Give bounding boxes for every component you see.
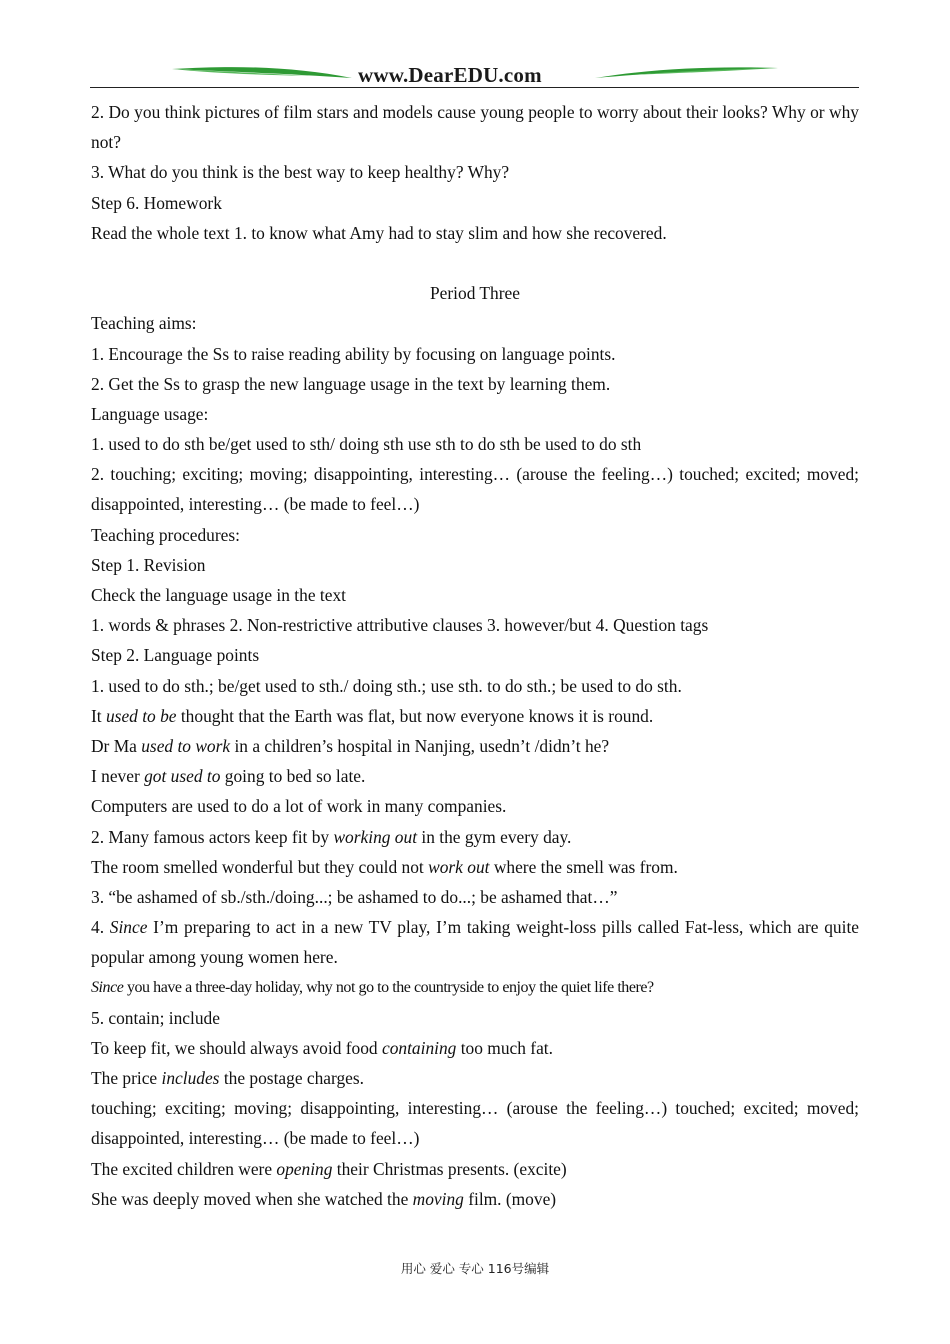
step-1-heading: Step 1. Revision — [91, 554, 206, 575]
homework-text: Read the whole text 1. to know what Amy had to stay slim and how she recovered. — [91, 222, 667, 243]
site-logo-text: www.DearEDU.com — [358, 63, 542, 87]
example-sentence: To keep fit, we should always avoid food containing too much fat. — [91, 1037, 553, 1058]
aim-2: 2. Get the Ss to grasp the new language usage in the text by learning them. — [91, 373, 611, 394]
document-body — [91, 97, 859, 1214]
blank-line — [91, 248, 859, 278]
usage-2: 2. touching; exciting; moving; disappointing, interesting… (arouse the feeling…) touched; excited; moved; disappointed, interesting… (be made to feel…) — [91, 464, 859, 515]
revision-list: 1. words & phrases 2. Non-restrictive attributive clauses 3. however/but 4. Question tags — [91, 615, 709, 636]
teaching-aims-heading: Teaching aims: — [91, 313, 197, 334]
example-sentence: Computers are used to do a lot of work in many companies. — [91, 796, 507, 817]
example-sentence: The excited children were opening their Christmas presents. (excite) — [91, 1158, 567, 1179]
period-title: Period Three — [430, 283, 520, 304]
header-rule — [90, 87, 859, 88]
example-sentence: It used to be thought that the Earth was flat, but now everyone knows it is round. — [91, 705, 654, 726]
usage-1: 1. used to do sth be/get used to sth/ doing sth use sth to do sth be used to do sth — [91, 434, 642, 455]
point-4: 4. Since I’m preparing to act in a new TV play, I’m taking weight-loss pills called Fat-less, which are quite popular among young women here. — [91, 917, 859, 968]
page-footer: 用心 爱心 专心 116号编辑 — [400, 1261, 550, 1276]
point-3: 3. “be ashamed of sb./sth./doing...; be ashamed to do...; be ashamed that…” — [91, 886, 618, 907]
procedures-heading: Teaching procedures: — [91, 524, 240, 545]
page-header — [90, 62, 859, 88]
left-swoosh — [172, 67, 352, 78]
example-sentence: Dr Ma used to work in a children’s hospital in Nanjing, usedn’t /didn’t he? — [91, 736, 610, 756]
point-5: 5. contain; include — [91, 1007, 220, 1028]
step-2-heading: Step 2. Language points — [91, 645, 260, 666]
example-sentence: I never got used to going to bed so late. — [91, 766, 366, 787]
example-sentence: She was deeply moved when she watched the moving film. (move) — [91, 1188, 557, 1209]
adjective-forms: touching; exciting; moving; disappointing, interesting… (arouse the feeling…) touched; excited; moved; disappointed, interesting… (be made to feel…) — [91, 1098, 859, 1149]
example-sentence: The price includes the postage charges. — [91, 1068, 365, 1089]
example-sentence: The room smelled wonderful but they could not work out where the smell was from. — [91, 856, 678, 877]
question-2: 2. Do you think pictures of film stars and models cause young people to worry about their looks? Why or why not? — [91, 102, 859, 153]
language-usage-heading: Language usage: — [91, 403, 209, 424]
point-2: 2. Many famous actors keep fit by working out in the gym every day. — [91, 826, 572, 847]
question-3: 3. What do you think is the best way to keep healthy? Why? — [91, 162, 510, 183]
step-6-heading: Step 6. Homework — [91, 192, 222, 213]
aim-1: 1. Encourage the Ss to raise reading ability by focusing on language points. — [91, 343, 616, 364]
revision-text: Check the language usage in the text — [91, 585, 346, 606]
point-1: 1. used to do sth.; be/get used to sth./ doing sth.; use sth. to do sth.; be used to do sth. — [91, 675, 682, 696]
example-sentence: Since you have a three-day holiday, why not go to the countryside to enjoy the quiet life there? — [91, 978, 654, 996]
